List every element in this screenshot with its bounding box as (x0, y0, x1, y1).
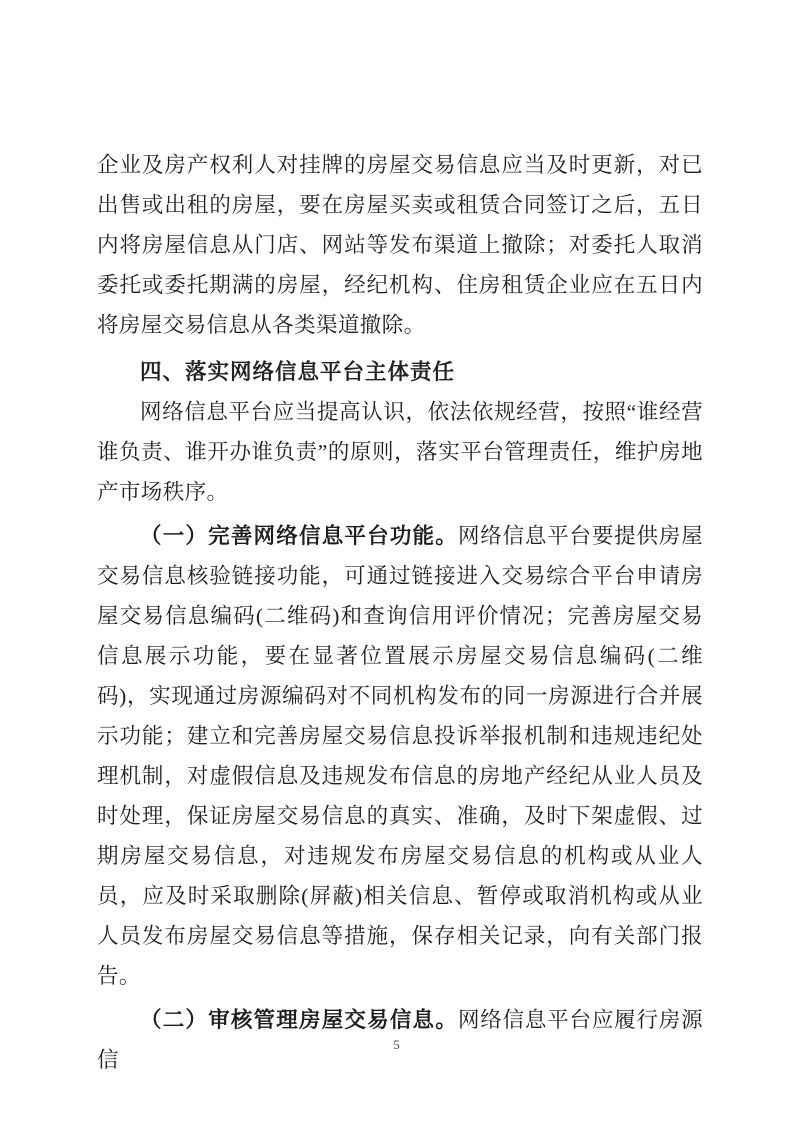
section-heading-platform-responsibility: 四、落实网络信息平台主体责任 (140, 360, 456, 384)
item-1-body-text: 网络信息平台要提供房屋交易信息核验链接功能，可通过链接进入交易综合平台申请房屋交易信息编码(二维码)和查询信用评价情况；完善房屋交易信息展示功能，要在显著位置展示房屋交易信息编码(二维码)，实现通过房源编码对不同机构发布的同一房源进行合并展示功能；建立和完善房屋交易信息投诉举报机制和违规违纪处理机制，对虚假信息及违规发布信息的房地产经纪从业人员及时处理，保证房屋交易信息的真实、准确，及时下架虚假、过期房屋交易信息，对违规发布房屋交易信息的机构或从业人员，应及时采取删除(屏蔽)相关信息、暂停或取消机构或从业人员发布房屋交易信息等措施，保存相关记录，向有关部门报告。 (97, 524, 704, 988)
page-content (97, 145, 703, 1080)
item-2-body-text: 网络信息平台应履行房源信 (97, 1008, 704, 1072)
item-2-lead-label: （二）审核管理房屋交易信息。 (140, 1008, 458, 1032)
paragraph-item-1 (97, 516, 703, 996)
paragraph-platform-intro: 网络信息平台应当提高认识，依法依规经营，按照“谁经营谁负责、谁开办谁负责”的原则，落实平台管理责任，维护房地产市场秩序。 (97, 400, 703, 504)
page-number: 5 (393, 1037, 400, 1052)
item-1-lead-label: （一）完善网络信息平台功能。 (140, 524, 458, 548)
paragraph-listing-removal-rules: 企业及房产权利人对挂牌的房屋交易信息应当及时更新，对已出售或出租的房屋，要在房屋买卖或租赁合同签订之后，五日内将房屋信息从门店、网站等发布渠道上撤除；对委托人取消委托或委托期满的房屋，经纪机构、住房租赁企业应在五日内将房屋交易信息从各类渠道撤除。 (97, 153, 703, 337)
